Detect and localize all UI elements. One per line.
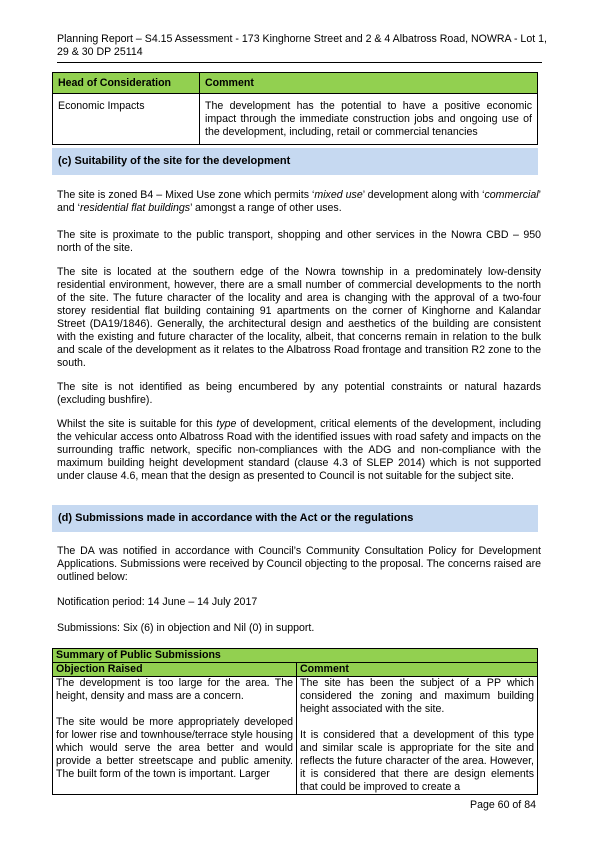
table-header-comment: Comment [200,73,538,94]
table-row [53,94,538,145]
table-row [53,677,538,795]
table-header-objection: Objection Raised [53,663,297,677]
section-d-heading: (d) Submissions made in accordance with the Act or the regulations [52,505,538,532]
row-comment: The development has the potential to have a positive economic impact through the immediate construction jobs and ongoing use of the development, including, retail or commercial tenancies [200,94,538,145]
comment-cell [297,677,538,795]
section-d-paragraph-1: The DA was notified in accordance with Council’s Community Consultation Policy for Development Applications. Submissions were received by Council objecting to the proposal. The concerns raised are outlined below: [57,545,541,583]
consideration-table [52,72,538,145]
page-number: Page 60 of 84 [470,799,536,811]
row-label: Economic Impacts [53,94,200,145]
submissions-table [52,648,538,795]
objection-cell [53,677,297,795]
text-run-italic: type [216,418,237,430]
text-run: The site is zoned B4 – Mixed Use zone which permits ‘ [57,189,315,201]
table-header-comment: Comment [297,663,538,677]
text-run: ’ development along with ‘ [362,189,485,201]
comment-2: It is considered that a development of this type and similar scale is appropriate for the site and reflects the future character of the area. However, it is considered that there are design elements that could be improved to create a [300,729,534,793]
section-c-heading: (c) Suitability of the site for the development [52,148,538,175]
section-c-paragraph-3: The site is located at the southern edge of the Nowra township in a predominately low-density residential environment, however, there are a small number of commercial developments to the north of the site. The future character of the locality and area is changing with the approval of a two-four storey residential flat building containing 91 apartments on the corner of Kinghorne and Kalandar Street (DA19/1846). Generally, the architectural design and aesthetics of the building are consistent with the existing and future character of the locality, albeit, that concerns remain in relation to the bulk and scale of the development as it relates to the Albatross Road frontage and transition R2 zone to the south. [57,266,541,369]
notification-period: Notification period: 14 June – 14 July 2017 [57,596,258,608]
table-header-consideration: Head of Consideration [53,73,200,94]
section-c-paragraph-2: The site is proximate to the public transport, shopping and other services in the Nowra CBD – 950 north of the site. [57,229,541,254]
comment-1: The site has been the subject of a PP which considered the zoning and maximum building height associated with the site. [300,677,534,715]
text-run: Whilst the site is suitable for this [57,418,217,430]
section-c-paragraph-5 [57,418,541,483]
text-run-italic: commercial [484,189,539,201]
objection-2: The site would be more appropriately developed for lower rise and townhouse/terrace style housing which would serve the area better and would provide a better streetscape and public amenity. The built form of the town is important. Larger [56,716,293,780]
text-run-italic: residential flat buildings [79,202,191,214]
text-run-italic: mixed use [314,189,363,201]
submissions-table-title: Summary of Public Submissions [53,649,538,663]
submissions-count: Submissions: Six (6) in objection and Nil (0) in support. [57,622,315,634]
spacer [300,716,534,729]
text-run: of development, critical elements of the development, including the vehicular access onto Albatross Road with the identified issues with road safety and impacts on the surrounding traffic network, specific non-compliances with the ADG and non-compliance with the maximum building height development standard (clause 4.3 of SLEP 2014) which is not supported under clause 4.6, mean that the design as presented to Council is not suitable for the subject site. [57,418,541,482]
objection-1: The development is too large for the area. The height, density and mass are a concern. [56,677,293,702]
text-run: ’ amongst a range of other uses. [190,202,342,214]
page-header: Planning Report – S4.15 Assessment - 173 Kinghorne Street and 2 & 4 Albatross Road, NOWRA - Lot 1, 29 & 30 DP 25114 [57,33,547,58]
spacer [56,703,293,716]
section-c-paragraph-1 [57,189,541,215]
text-run: ’ and ‘ [57,189,541,214]
section-c-paragraph-4: The site is not identified as being encumbered by any potential constraints or natural hazards (excluding bushfire). [57,381,541,406]
header-rule [57,62,542,63]
